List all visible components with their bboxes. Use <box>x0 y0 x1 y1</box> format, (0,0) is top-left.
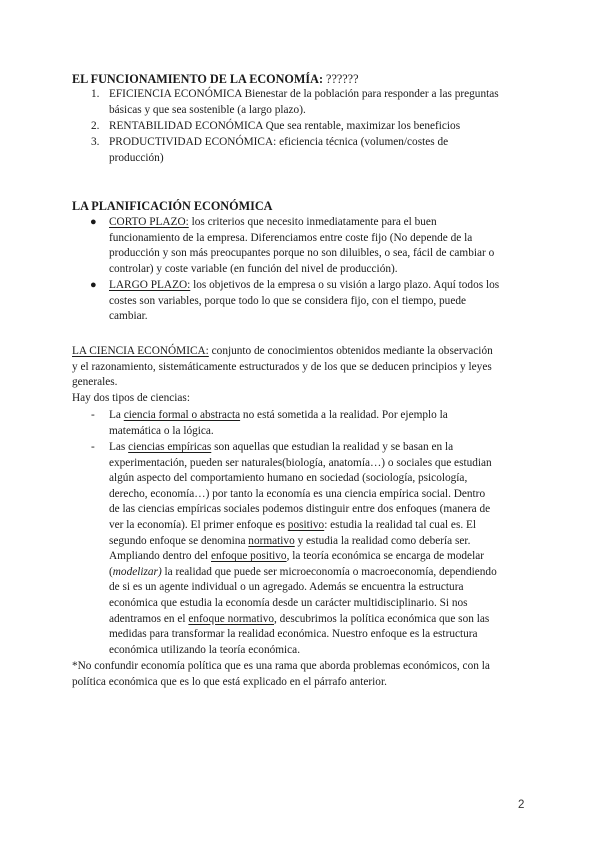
term-ciencia-formal: ciencia formal o abstracta <box>123 409 241 421</box>
dash-marker: - <box>91 409 95 421</box>
term-enfoque-normativo: enfoque normativo <box>188 612 275 625</box>
page-number: 2 <box>518 799 525 811</box>
paragraph-note: *No confundir economía política que es una rama que aborda problemas económicos, con la política económica que es lo que está explicado en el párrafo anterior. <box>72 660 490 688</box>
term-largo-plazo: LARGO PLAZO: <box>109 279 191 291</box>
list-item-rentabilidad: RENTABILIDAD ECONÓMICA Que sea rentable, maximizar los beneficios <box>109 120 461 132</box>
dash-item-ciencias-empiricas: Las ciencias empíricas son aquellas que estudian la realidad y se basan en la experimentación, pueden ser naturales(biología, anatomía…) o sociales que estudian algún aspecto del comportamiento humano en sociedad (sociología, psicología, derecho, economía…) por tanto la economía es una ciencia empírica social. Dentro de las ciencias empíricas sociales podemos distinguir entre dos enfoques (manera de ver la economía). El primer enfoque es positivo: estudia la realidad tal cual es. El segundo enfoque se denomina normativo y estudia la realidad como debería ser. Ampliando dentro del enfoque positivo, la teoría económica se encarga de modelar (modelizar) la realidad que puede ser microeconomía o macroeconomía, dependiendo de si es un agente individual o un agregado. Además se encuentra la estructura económica que estudia la economía desde un carácter multidisciplinario. Si nos adentramos en el enfoque normativo, descubrimos la política económica que son las medidas para transformar la realidad económica. Nuestro enfoque es la estructura económica utilizando la teoría económica. <box>109 441 497 656</box>
term-modelizar: modelizar) <box>112 565 162 578</box>
intro-tipos-ciencias: Hay dos tipos de ciencias: <box>72 391 190 404</box>
list-number: 1. <box>91 88 100 100</box>
heading-question-marks: ?????? <box>323 72 359 86</box>
list-number: 2. <box>91 120 100 132</box>
list-number: 3. <box>91 136 100 148</box>
term-enfoque-positivo: enfoque positivo <box>210 550 287 563</box>
heading-text: EL FUNCIONAMIENTO DE LA ECONOMÍA: <box>72 72 323 86</box>
dash-marker: - <box>91 441 95 453</box>
term-normativo: normativo <box>248 534 295 547</box>
term-corto-plazo: CORTO PLAZO: <box>109 216 189 228</box>
term-positivo: positivo <box>287 518 325 531</box>
bullet-item-corto-plazo: CORTO PLAZO: los criterios que necesito inmediatamente para el buen funcionamiento de la empresa. Diferenciamos entre coste fijo (No depende de la producción y son más preocupantes porque no son diluibles, o sea, fácil de cambiar o controlar) y coste variable (en función del nivel de producción). <box>109 216 495 275</box>
bullet-icon: ● <box>90 279 97 291</box>
dash-item-ciencia-formal: La ciencia formal o abstracta no está sometida a la realidad. Por ejemplo la matemática o la lógica. <box>109 409 448 437</box>
term-ciencias-empiricas: ciencias empíricas <box>128 441 212 453</box>
term-ciencia-economica: LA CIENCIA ECONÓMICA: <box>72 345 209 357</box>
section-heading-planificacion: LA PLANIFICACIÓN ECONÓMICA <box>72 199 273 213</box>
bullet-item-largo-plazo: LARGO PLAZO: los objetivos de la empresa o su visión a largo plazo. Aquí todos los costes son variables, porque todo lo que se considera fijo, con el tiempo, puede cambiar. <box>109 279 500 323</box>
paragraph-ciencia-economica: LA CIENCIA ECONÓMICA: conjunto de conocimientos obtenidos mediante la observación y el razonamiento, sistemáticamente estructurados y de los que se deducen principios y leyes generales. Hay dos tipos de ciencias: <box>72 344 493 406</box>
bullet-icon: ● <box>90 216 97 228</box>
list-item-eficiencia: EFICIENCIA ECONÓMICA Bienestar de la población para responder a las preguntas básicas y que sea sostenible (a largo plazo). <box>109 88 499 116</box>
section-heading-funcionamiento <box>72 72 359 87</box>
list-item-productividad: PRODUCTIVIDAD ECONÓMICA: eficiencia técnica (volumen/costes de producción) <box>109 136 449 164</box>
